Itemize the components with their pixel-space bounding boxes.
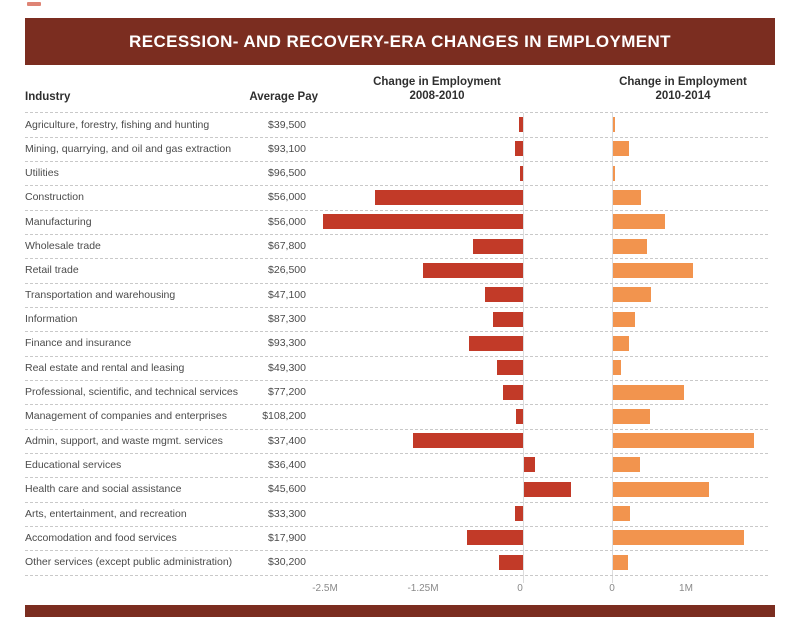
industry-label: Professional, scientific, and technical services: [25, 386, 239, 399]
table-row: [25, 210, 768, 235]
bar-change-2008-2010: [516, 409, 523, 424]
table-row: [25, 331, 768, 356]
average-pay-value: $96,500: [268, 167, 306, 180]
bar-change-2010-2014: [613, 457, 640, 472]
axis-tick-neg2-5m: -2.5M: [312, 583, 338, 594]
table-row: [25, 429, 768, 454]
bar-change-2008-2010: [423, 263, 523, 278]
bar-change-2008-2010: [520, 166, 523, 181]
column-header-change-2010-2014-line2: 2010-2014: [655, 89, 711, 102]
top-left-red-mark: [27, 2, 41, 6]
column-header-industry: Industry: [25, 91, 71, 103]
bar-change-2010-2014: [613, 433, 754, 448]
bar-change-2008-2010: [515, 506, 523, 521]
table-row: [25, 356, 768, 381]
table-row: [25, 526, 768, 551]
table-row: [25, 283, 768, 308]
average-pay-value: $56,000: [268, 215, 306, 228]
average-pay-value: $36,400: [268, 458, 306, 471]
industry-label: Management of companies and enterprises: [25, 410, 227, 423]
table-row: [25, 380, 768, 405]
bar-change-2010-2014: [613, 482, 709, 497]
bar-change-2008-2010: [493, 312, 523, 327]
axis-tick-neg1-25m: -1.25M: [407, 583, 439, 594]
industry-label: Educational services: [25, 458, 122, 471]
industry-label: Mining, quarrying, and oil and gas extraction: [25, 142, 232, 155]
industry-label: Construction: [25, 191, 84, 204]
table-row: [25, 307, 768, 332]
bar-change-2008-2010: [515, 141, 523, 156]
industry-label: Real estate and rental and leasing: [25, 361, 185, 374]
title-banner: [25, 18, 775, 65]
bar-change-2008-2010: [469, 336, 523, 351]
average-pay-value: $26,500: [268, 264, 306, 277]
bar-change-2010-2014: [613, 166, 615, 181]
average-pay-value: $93,100: [268, 142, 306, 155]
column-header-average-pay: Average Pay: [249, 91, 318, 103]
industry-label: Agriculture, forestry, fishing and hunting: [25, 118, 210, 131]
industry-label: Admin, support, and waste mgmt. services: [25, 434, 223, 447]
industry-label: Retail trade: [25, 264, 79, 277]
industry-label: Information: [25, 313, 78, 326]
industry-label: Utilities: [25, 167, 59, 180]
bar-change-2010-2014: [613, 409, 650, 424]
bar-change-2010-2014: [613, 214, 665, 229]
average-pay-value: $17,900: [268, 531, 306, 544]
bar-change-2008-2010: [413, 433, 523, 448]
bar-change-2010-2014: [613, 287, 651, 302]
industry-label: Arts, entertainment, and recreation: [25, 507, 187, 520]
industry-label: Transportation and warehousing: [25, 288, 176, 301]
bar-change-2010-2014: [613, 239, 647, 254]
industry-label: Other services (except public administration): [25, 556, 233, 569]
industry-label: Manufacturing: [25, 215, 92, 228]
average-pay-value: $39,500: [268, 118, 306, 131]
column-header-change-2008-2010: [327, 76, 547, 103]
average-pay-value: $87,300: [268, 313, 306, 326]
average-pay-value: $93,300: [268, 337, 306, 350]
bar-change-2008-2010: [467, 530, 523, 545]
bar-change-2010-2014: [613, 190, 641, 205]
average-pay-value: $67,800: [268, 240, 306, 253]
table-row: [25, 113, 768, 138]
bar-change-2008-2010: [503, 385, 523, 400]
bar-change-2010-2014: [613, 360, 621, 375]
industry-label: Accomodation and food services: [25, 531, 177, 544]
bar-change-2010-2014: [613, 263, 693, 278]
average-pay-value: $37,400: [268, 434, 306, 447]
bar-change-2008-2010: [524, 482, 571, 497]
table-row: [25, 185, 768, 210]
column-header-change-2010-2014-line1: Change in Employment: [619, 76, 747, 88]
average-pay-value: $49,300: [268, 361, 306, 374]
bar-change-2010-2014: [613, 555, 628, 570]
bar-change-2010-2014: [613, 530, 744, 545]
bar-change-2010-2014: [613, 141, 629, 156]
bar-change-2010-2014: [613, 385, 684, 400]
bar-change-2010-2014: [613, 336, 629, 351]
table-row: [25, 161, 768, 186]
bar-change-2008-2010: [485, 287, 523, 302]
table-row: [25, 137, 768, 162]
footer-bar: [25, 605, 775, 617]
table-row: [25, 258, 768, 283]
axis-tick-zero-chart1: 0: [517, 583, 523, 594]
industry-label: Wholesale trade: [25, 240, 101, 253]
table-row: [25, 502, 768, 527]
bar-change-2008-2010: [499, 555, 523, 570]
table-row: [25, 404, 768, 429]
bar-change-2008-2010: [375, 190, 523, 205]
average-pay-value: $56,000: [268, 191, 306, 204]
bar-change-2010-2014: [613, 506, 630, 521]
bar-change-2008-2010: [323, 214, 523, 229]
average-pay-value: $47,100: [268, 288, 306, 301]
average-pay-value: $33,300: [268, 507, 306, 520]
average-pay-value: $30,200: [268, 556, 306, 569]
table-row: [25, 477, 768, 502]
page-title: RECESSION- AND RECOVERY-ERA CHANGES IN EMPLOYMENT: [129, 31, 671, 51]
bar-change-2008-2010: [524, 457, 535, 472]
axis-tick-zero-chart2: 0: [609, 583, 615, 594]
bar-change-2010-2014: [613, 312, 635, 327]
table-row: [25, 550, 768, 575]
axis-tick-1m: 1M: [679, 583, 693, 594]
average-pay-value: $45,600: [268, 483, 306, 496]
industry-label: Finance and insurance: [25, 337, 132, 350]
column-header-change-2008-2010-line1: Change in Employment: [373, 76, 501, 88]
industry-label: Health care and social assistance: [25, 483, 182, 496]
average-pay-value: $77,200: [268, 386, 306, 399]
column-header-change-2008-2010-line2: 2008-2010: [409, 89, 465, 102]
bar-change-2008-2010: [473, 239, 523, 254]
average-pay-value: $108,200: [262, 410, 306, 423]
bar-change-2008-2010: [497, 360, 523, 375]
bar-change-2010-2014: [613, 117, 615, 132]
table-row: [25, 234, 768, 259]
table-row: [25, 453, 768, 478]
bar-change-2008-2010: [519, 117, 523, 132]
column-header-change-2010-2014: [573, 76, 793, 103]
